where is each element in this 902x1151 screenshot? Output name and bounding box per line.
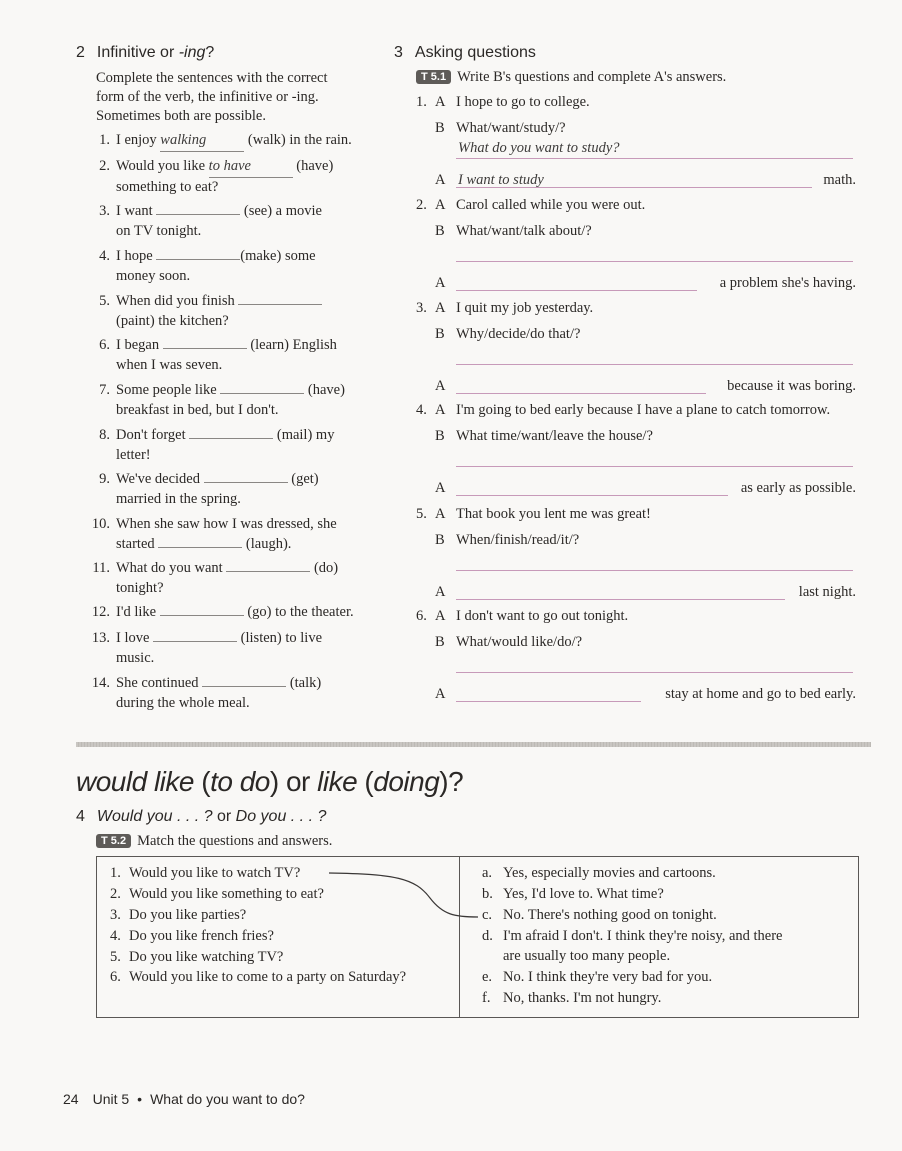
- speaker-a-statement: I hope to go to college.: [456, 94, 590, 110]
- item-prefix: I'd like: [116, 604, 160, 620]
- section3-instruction: Write B's questions and complete A's answers.: [457, 69, 727, 85]
- matching-question[interactable]: Do you like parties?: [129, 907, 247, 923]
- speaker-a-label: A: [435, 172, 446, 188]
- unit-title: What do you want to do?: [150, 1091, 305, 1107]
- question-number: 4.: [110, 928, 121, 944]
- item-line2: breakfast in bed, but I don't.: [116, 401, 279, 418]
- speaker-b-prompt: What time/want/leave the house/?: [456, 428, 653, 444]
- item-number: 3.: [99, 203, 110, 219]
- answer-letter: c.: [482, 907, 493, 923]
- item-number: 1.: [99, 132, 110, 148]
- answer-letter: d.: [482, 928, 493, 944]
- instruction-line: Complete the sentences with the correct: [96, 70, 328, 86]
- section2-title: Infinitive or: [96, 44, 179, 61]
- speaker-b-label: B: [435, 428, 445, 444]
- speaker-a-label: A: [435, 378, 446, 394]
- item-prefix: I love: [116, 630, 154, 646]
- item-suffix: (mail) my: [273, 427, 335, 443]
- title-part: ) or: [269, 766, 318, 797]
- speaker-b-label: B: [435, 326, 445, 342]
- speaker-b-prompt: What/want/talk about/?: [456, 223, 592, 239]
- section2-title-post: ?: [205, 44, 215, 61]
- item-line2: on TV tonight.: [116, 222, 202, 239]
- speaker-b-label: B: [435, 532, 445, 548]
- item-suffix: (listen) to live: [237, 630, 323, 646]
- section2-title-em: -ing: [178, 44, 206, 61]
- item-line2: (paint) the kitchen?: [116, 312, 229, 329]
- item-line2: something to eat?: [116, 178, 219, 195]
- matching-answer[interactable]: No. There's nothing good on tonight.: [503, 907, 717, 923]
- speaker-a-label: A: [435, 686, 446, 702]
- item-number: 8.: [99, 427, 110, 443]
- speaker-a-statement: I'm going to bed early because I have a plane to catch tomorrow.: [456, 402, 831, 418]
- speaker-a-label: A: [435, 506, 446, 522]
- item-number: 2.: [99, 158, 110, 174]
- instruction-line: form of the verb, the infinitive or -ing.: [96, 89, 319, 105]
- item-suffix: (go) to the theater.: [243, 604, 354, 620]
- item-suffix: (have): [304, 382, 345, 398]
- speaker-a-statement: I don't want to go out tonight.: [456, 608, 629, 624]
- item-number: 13.: [91, 630, 110, 646]
- matching-question[interactable]: Would you like to watch TV?: [129, 865, 301, 881]
- item-number: 6.: [99, 337, 110, 353]
- item-suffix: (get): [287, 471, 319, 487]
- answer-blank[interactable]: to have: [209, 157, 293, 178]
- answer-letter: e.: [482, 969, 493, 985]
- item-prefix: When did you finish: [116, 293, 239, 309]
- item-prefix: Don't forget: [116, 427, 190, 443]
- matching-answer-continued: are usually too many people.: [503, 948, 671, 964]
- item-suffix: (do): [310, 560, 339, 576]
- answer-ending: as early as possible.: [740, 480, 856, 496]
- question-number: 2.: [110, 886, 121, 902]
- speaker-a-statement: That book you lent me was great!: [456, 506, 651, 522]
- speaker-b-label: B: [435, 634, 445, 650]
- answer-ending: a problem she's having.: [719, 275, 856, 291]
- speaker-b-prompt: When/finish/read/it/?: [456, 532, 580, 548]
- matching-answer[interactable]: Yes, especially movies and cartoons.: [503, 865, 716, 881]
- page-number: 24: [63, 1091, 79, 1107]
- matching-question[interactable]: Do you like french fries?: [129, 928, 274, 944]
- section4-instruction: Match the questions and answers.: [137, 833, 333, 849]
- question-number: 4.: [416, 402, 427, 418]
- item-prefix: What do you want: [116, 560, 227, 576]
- speaker-a-label: A: [435, 275, 446, 291]
- title-part: )?: [439, 766, 464, 797]
- answer-letter: f.: [482, 990, 491, 1006]
- matching-answer[interactable]: I'm afraid I don't. I think they're noisy, and there: [503, 928, 783, 944]
- section4-title-a: Would you . . . ?: [96, 808, 213, 825]
- matching-answer[interactable]: No, thanks. I'm not hungry.: [503, 990, 662, 1006]
- item-line2: when I was seven.: [116, 356, 223, 373]
- item-prefix: Would you like: [116, 158, 209, 174]
- item-number: 11.: [92, 560, 110, 576]
- item-line2-suffix: (laugh).: [242, 535, 292, 552]
- question-handwritten-answer[interactable]: What do you want to study?: [458, 140, 620, 156]
- speaker-a-label: A: [435, 300, 446, 316]
- title-part: would like: [76, 766, 194, 797]
- item-prefix: I enjoy: [116, 132, 161, 148]
- section4-number: 4: [76, 808, 85, 825]
- item-number: 10.: [91, 516, 110, 532]
- section2-number: 2: [76, 44, 85, 61]
- title-part: to do: [210, 766, 270, 797]
- answer-blank[interactable]: walking: [160, 131, 244, 152]
- item-suffix: (learn) English: [246, 337, 337, 353]
- item-prefix: Some people like: [116, 382, 221, 398]
- section4-title-or: or: [212, 808, 236, 825]
- question-number: 1.: [110, 865, 121, 881]
- item-number: 9.: [99, 471, 110, 487]
- item-line2: married in the spring.: [116, 490, 241, 507]
- answer-letter: a.: [482, 865, 493, 881]
- item-number: 7.: [99, 382, 110, 398]
- item-number: 14.: [91, 675, 110, 691]
- audio-track-badge[interactable]: T 5.2: [96, 834, 131, 848]
- page-footer: [63, 1091, 305, 1107]
- item-prefix: I began: [116, 337, 163, 353]
- answer-ending: math.: [823, 172, 856, 188]
- item-suffix: (walk) in the rain.: [244, 132, 352, 148]
- section4-title-b: Do you . . . ?: [235, 808, 327, 825]
- item-line2: money soon.: [116, 267, 191, 284]
- item-prefix: We've decided: [116, 471, 204, 487]
- speaker-a-statement: Carol called while you were out.: [456, 197, 646, 213]
- title-part: like: [317, 766, 358, 797]
- item-suffix: (talk): [286, 675, 322, 691]
- matching-question[interactable]: Do you like watching TV?: [129, 949, 284, 965]
- question-number: 1.: [416, 94, 427, 110]
- answer-ending: last night.: [798, 584, 856, 600]
- speaker-b-prompt: What/want/study/?: [456, 120, 566, 136]
- speaker-a-label: A: [435, 480, 446, 496]
- handwritten-answer[interactable]: I want to study: [458, 172, 544, 188]
- matching-question[interactable]: Would you like something to eat?: [129, 886, 324, 902]
- question-number: 3.: [110, 907, 121, 923]
- item-suffix: (see) a movie: [240, 203, 322, 219]
- item-line2: tonight?: [116, 579, 164, 596]
- question-number: 5.: [110, 949, 121, 965]
- item-line2: during the whole meal.: [116, 694, 250, 711]
- speaker-a-label: A: [435, 94, 446, 110]
- item-prefix: She continued: [116, 675, 203, 691]
- speaker-b-prompt: What/would like/do/?: [456, 634, 583, 650]
- title-part: (: [193, 766, 211, 797]
- answer-ending: stay at home and go to bed early.: [665, 686, 856, 702]
- speaker-a-statement: I quit my job yesterday.: [456, 300, 594, 316]
- item-suffix: (make) some: [240, 248, 316, 264]
- item-prefix: When she saw how I was dressed, she: [116, 516, 337, 532]
- question-number: 5.: [416, 506, 427, 522]
- matching-answer[interactable]: No. I think they're very bad for you.: [503, 969, 713, 985]
- item-number: 4.: [99, 248, 110, 264]
- audio-track-badge[interactable]: T 5.1: [416, 70, 451, 84]
- question-number: 2.: [416, 197, 427, 213]
- question-number: 3.: [416, 300, 427, 316]
- speaker-b-prompt: Why/decide/do that/?: [456, 326, 581, 342]
- speaker-a-label: A: [435, 584, 446, 600]
- item-suffix: (have): [292, 158, 334, 174]
- speaker-b-label: B: [435, 120, 445, 136]
- item-number: 5.: [99, 293, 110, 309]
- speaker-b-label: B: [435, 223, 445, 239]
- speaker-a-label: A: [435, 608, 446, 624]
- title-part: doing: [373, 766, 440, 797]
- title-part: (: [357, 766, 374, 797]
- unit-label: Unit 5: [92, 1091, 130, 1107]
- answer-letter: b.: [482, 886, 493, 902]
- item-line2: music.: [116, 649, 155, 666]
- item-prefix: I hope: [116, 248, 157, 264]
- speaker-a-label: A: [435, 197, 446, 213]
- item-number: 12.: [91, 604, 110, 620]
- item-line2: letter!: [116, 446, 151, 463]
- section3-number: 3: [394, 44, 403, 61]
- answer-ending: because it was boring.: [727, 378, 856, 394]
- footer-separator: •: [137, 1091, 143, 1107]
- question-number: 6.: [110, 969, 121, 985]
- matching-answer[interactable]: Yes, I'd love to. What time?: [503, 886, 664, 902]
- question-number: 6.: [416, 608, 427, 624]
- item-prefix: I want: [116, 203, 157, 219]
- section3-title: Asking questions: [414, 44, 536, 61]
- instruction-line: Sometimes both are possible.: [96, 108, 266, 124]
- speaker-a-label: A: [435, 402, 446, 418]
- item-line2: started: [116, 535, 159, 552]
- matching-question[interactable]: Would you like to come to a party on Saturday?: [129, 969, 407, 985]
